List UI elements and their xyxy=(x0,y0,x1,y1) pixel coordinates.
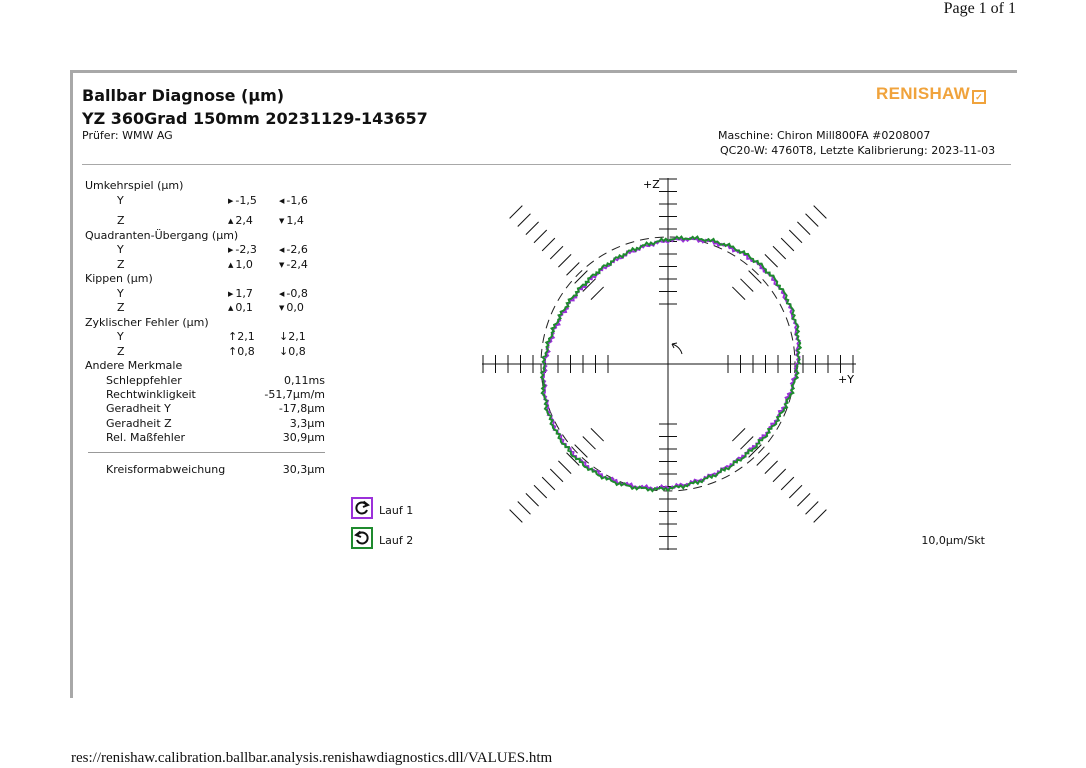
diagonal-tick xyxy=(591,287,604,300)
kreisform-value: 30,3µm xyxy=(282,463,325,476)
diagonal-tick xyxy=(814,510,827,523)
arrow-up-icon: ▲ xyxy=(228,217,234,225)
zyklisch-y-value-1: ↑2,1 xyxy=(228,330,255,343)
kippen-z-value-1: ▲ 0,1 xyxy=(228,301,253,314)
umkehrspiel-z-value-1: ▲ 2,4 xyxy=(228,214,253,227)
quadranten-heading: Quadranten-Übergang (µm) xyxy=(85,229,239,242)
footer-path: res://renishaw.calibration.ballbar.analysis.renishawdiagnostics.dll/VALUES.htm xyxy=(71,750,553,766)
arrow-left-icon: ◀ xyxy=(279,290,285,298)
umkehrspiel-z-label: Z xyxy=(117,214,125,227)
kippen-y-value-1: ▶ 1,7 xyxy=(228,287,253,300)
machine-label: Maschine: Chiron Mill800FA #0208007 xyxy=(718,129,931,142)
geradheit-y-value: -17,8µm xyxy=(278,402,325,415)
tester-label: Prüfer: WMW AG xyxy=(82,129,173,142)
umkehrspiel-heading: Umkehrspiel (µm) xyxy=(85,179,184,192)
diagonal-tick xyxy=(534,230,547,243)
kippen-z-label: Z xyxy=(117,301,125,314)
diagonal-tick xyxy=(526,222,539,235)
diagonal-tick xyxy=(558,461,571,474)
quadranten-z-label: Z xyxy=(117,258,125,271)
up-arrow-icon: ↑ xyxy=(228,330,238,343)
arrow-down-icon: ▼ xyxy=(279,217,285,225)
schleppfehler-value: 0,11ms xyxy=(284,374,325,387)
scale-label: 10,0µm/Skt xyxy=(921,534,985,547)
arrow-right-icon: ▶ xyxy=(228,197,234,205)
umkehrspiel-z-value-2: ▼ 1,4 xyxy=(279,214,304,227)
diagonal-tick xyxy=(773,246,786,259)
quadranten-y-label: Y xyxy=(117,243,124,256)
down-arrow-icon: ↓ xyxy=(279,330,289,343)
diagonal-tick xyxy=(740,436,753,449)
arrow-right-icon: ▶ xyxy=(228,290,234,298)
diagonal-tick xyxy=(510,510,523,523)
diagonal-tick xyxy=(558,254,571,267)
zyklisch-heading: Zyklischer Fehler (µm) xyxy=(85,316,209,329)
zyklisch-z-value-2: ↓0,8 xyxy=(279,345,306,358)
y-axis-label: +Y xyxy=(838,373,854,386)
page-number: Page 1 of 1 xyxy=(943,0,1016,17)
diagonal-tick xyxy=(789,230,802,243)
diagonal-tick xyxy=(765,461,778,474)
arrow-down-icon: ▼ xyxy=(279,304,285,312)
diagonal-tick xyxy=(550,469,563,482)
andere-heading: Andere Merkmale xyxy=(85,359,183,372)
zyklisch-z-label: Z xyxy=(117,345,125,358)
diagonal-tick xyxy=(510,206,523,219)
report-subtitle: YZ 360Grad 150mm 20231129-143657 xyxy=(82,109,428,128)
geradheit-y-label: Geradheit Y xyxy=(106,402,171,415)
diagonal-tick xyxy=(740,279,753,292)
logo-text: RENISHAW xyxy=(876,84,971,103)
diagonal-tick xyxy=(542,238,555,251)
rechtwinkligkeit-label: Rechtwinkligkeit xyxy=(106,388,196,401)
kippen-y-value-2: ◀ -0,8 xyxy=(279,287,308,300)
diagonal-tick xyxy=(806,502,819,515)
qc-calibration-label: QC20-W: 4760T8, Letzte Kalibrierung: 2023-11-03 xyxy=(720,144,996,157)
umkehrspiel-y-value-2: ◀ -1,6 xyxy=(279,194,308,207)
kippen-z-value-2: ▼ 0,0 xyxy=(279,301,304,314)
diagonal-tick xyxy=(765,254,778,267)
lauf1-label: Lauf 1 xyxy=(379,504,414,517)
kippen-y-label: Y xyxy=(117,287,124,300)
zyklisch-z-value-1: ↑0,8 xyxy=(228,345,255,358)
logo-mark-icon: ✓ xyxy=(972,90,986,104)
arrow-up-icon: ▲ xyxy=(228,304,234,312)
diagonal-tick xyxy=(534,485,547,498)
arrow-right-icon: ▶ xyxy=(228,246,234,254)
diagonal-tick xyxy=(732,428,745,441)
umkehrspiel-y-label: Y xyxy=(117,194,124,207)
zyklisch-y-label: Y xyxy=(117,330,124,343)
quadranten-y-value-1: ▶ -2,3 xyxy=(228,243,257,256)
diagonal-tick xyxy=(749,271,762,284)
arrow-up-icon: ▲ xyxy=(228,261,234,269)
diagonal-tick xyxy=(781,238,794,251)
quadranten-z-value-2: ▼ -2,4 xyxy=(279,258,308,271)
diagonal-tick xyxy=(806,214,819,227)
geradheit-z-value: 3,3µm xyxy=(289,417,325,430)
kippen-heading: Kippen (µm) xyxy=(85,272,153,285)
lauf2-label: Lauf 2 xyxy=(379,534,414,547)
diagonal-tick xyxy=(797,493,810,506)
diagonal-tick xyxy=(526,493,539,506)
massfehler-label: Rel. Maßfehler xyxy=(106,431,186,444)
zyklisch-y-value-2: ↓2,1 xyxy=(279,330,306,343)
diagonal-tick xyxy=(789,485,802,498)
umkehrspiel-y-value-1: ▶ -1,5 xyxy=(228,194,257,207)
rechtwinkligkeit-value: -51,7µm/m xyxy=(264,388,325,401)
geradheit-z-label: Geradheit Z xyxy=(106,417,172,430)
arrow-left-icon: ◀ xyxy=(279,246,285,254)
up-arrow-icon: ↑ xyxy=(228,345,238,358)
diagonal-tick xyxy=(781,477,794,490)
z-axis-label: +Z xyxy=(643,178,660,191)
kreisform-label: Kreisformabweichung xyxy=(106,463,226,476)
diagonal-tick xyxy=(518,502,531,515)
massfehler-value: 30,9µm xyxy=(282,431,325,444)
diagonal-tick xyxy=(550,246,563,259)
diagonal-tick xyxy=(757,453,770,466)
diagonal-tick xyxy=(583,436,596,449)
diagonal-tick xyxy=(591,428,604,441)
diagonal-tick xyxy=(542,477,555,490)
direction-arc-icon xyxy=(672,344,682,354)
diagonal-tick xyxy=(518,214,531,227)
down-arrow-icon: ↓ xyxy=(279,345,289,358)
report-title: Ballbar Diagnose (µm) xyxy=(82,86,285,105)
diagonal-tick xyxy=(797,222,810,235)
diagonal-tick xyxy=(773,469,786,482)
diagonal-tick xyxy=(567,263,580,276)
diagonal-tick xyxy=(814,206,827,219)
arrow-down-icon: ▼ xyxy=(279,261,285,269)
schleppfehler-label: Schleppfehler xyxy=(106,374,182,387)
quadranten-z-value-1: ▲ 1,0 xyxy=(228,258,253,271)
arrow-left-icon: ◀ xyxy=(279,197,285,205)
diagonal-tick xyxy=(732,287,745,300)
quadranten-y-value-2: ◀ -2,6 xyxy=(279,243,308,256)
